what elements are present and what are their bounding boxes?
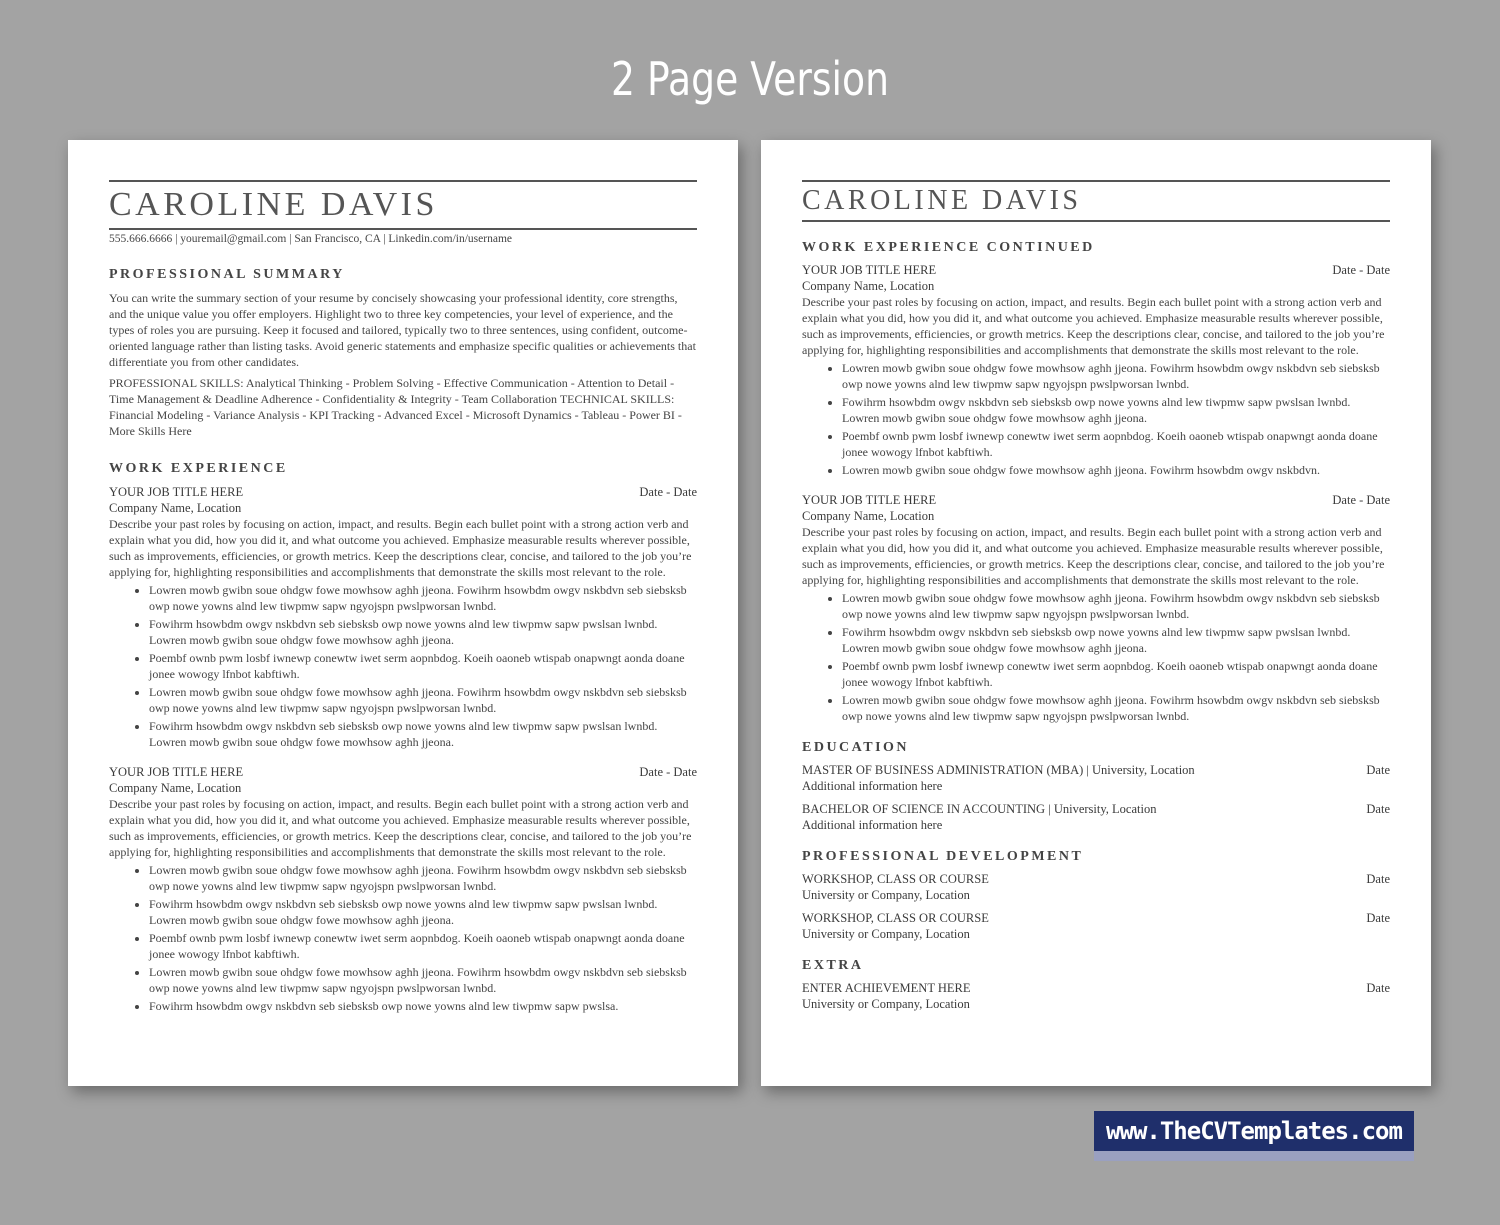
job-bullet: • Lowren mowb gwibn soue ohdgw fowe mowhsow aghh jjeona. Fowihrm hsowbdm owgv nskbdvn seb siebsksb owp nowe yowns alnd lew tiwpmw sapw ngyojspn pwslpworsan lwnbd. [149, 964, 697, 996]
job-bullet: • Fowihrm hsowbdm owgv nskbdvn seb siebsksb owp nowe yowns alnd lew tiwpmw sapw pwslsan lwnbd. Lowren mowb gwibn soue ohdgw fowe mowhsow aghh jjeona. [842, 394, 1390, 426]
banner-title: 2 Page Version [610, 52, 890, 106]
job-date: Date - Date [639, 485, 697, 499]
extra-org: University or Company, Location [802, 997, 970, 1011]
job-date: Date - Date [639, 765, 697, 779]
job-header [802, 262, 1390, 278]
education-degree: MASTER OF BUSINESS ADMINISTRATION (MBA) | University, Location [802, 763, 1195, 777]
job-company: Company Name, Location [802, 509, 935, 523]
job-date: Date - Date [1332, 493, 1390, 507]
development-entry [802, 871, 1390, 903]
development-org: University or Company, Location [802, 927, 970, 941]
development-entry [802, 910, 1390, 942]
job-entry [802, 262, 1390, 478]
job-bullet: • Lowren mowb gwibn soue ohdgw fowe mowhsow aghh jjeona. Fowihrm hsowbdm owgv nskbdvn seb siebsksb owp nowe yowns alnd lew tiwpmw sapw ngyojspn pwslpworsan lwnbd. [149, 684, 697, 716]
job-description: Describe your past roles by focusing on action, impact, and results. Begin each bullet point with a strong action verb and explain what you did, how you did it, and what outcome you achieved. Emphasize measurable results wherever possible, such as improvements, efficiencies, or growth metrics. Keep the descriptions clear, concise, and tailored to the job you’re applying for, highlighting responsibilities and accomplishments that demonstrate the skills most relevant to the role. [802, 295, 1385, 357]
job-entry [802, 492, 1390, 724]
development-date: Date [1366, 911, 1390, 925]
header-rule-bottom [802, 220, 1390, 222]
resume-name: CAROLINE DAVIS [802, 185, 1082, 216]
job-bullet: • Poembf ownb pwm losbf iwnewp conewtw iwet serm aopnbdog. Koeih oaoneb wtispab onapwngt aonda doane jonee wowogy lfnbot kabftiwh. [149, 930, 697, 962]
section-title-development: PROFESSIONAL DEVELOPMENT [802, 849, 1084, 864]
contact-line: 555.666.6666 | youremail@gmail.com | San Francisco, CA | Linkedin.com/in/username [109, 233, 512, 245]
extra-name: ENTER ACHIEVEMENT HERE [802, 981, 971, 995]
development-name: WORKSHOP, CLASS OR COURSE [802, 872, 989, 886]
job-description: Describe your past roles by focusing on action, impact, and results. Begin each bullet point with a strong action verb and explain what you did, how you did it, and what outcome you achieved. Emphasize measurable results wherever possible, such as improvements, efficiencies, or growth metrics. Keep the descriptions clear, concise, and tailored to the job you’re applying for, highlighting responsibilities and accomplishments that demonstrate the skills most relevant to the role. [802, 525, 1385, 587]
extra-date: Date [1366, 981, 1390, 995]
job-company: Company Name, Location [802, 279, 935, 293]
job-description: Describe your past roles by focusing on action, impact, and results. Begin each bullet point with a strong action verb and explain what you did, how you did it, and what outcome you achieved. Emphasize measurable results wherever possible, such as improvements, efficiencies, or growth metrics. Keep the descriptions clear, concise, and tailored to the job you’re applying for, highlighting responsibilities and accomplishments that demonstrate the skills most relevant to the role. [109, 517, 692, 579]
development-date: Date [1366, 872, 1390, 886]
job-entry [109, 764, 697, 1014]
job-company: Company Name, Location [109, 781, 242, 795]
website-watermark: www.TheCVTemplates.com [1094, 1111, 1414, 1161]
header-rule-bottom [109, 228, 697, 230]
section-title-education: EDUCATION [802, 740, 910, 755]
job-bullet: • Poembf ownb pwm losbf iwnewp conewtw iwet serm aopnbdog. Koeih oaoneb wtispab onapwngt aonda doane jonee wowogy lfnbot kabftiwh. [842, 658, 1390, 690]
education-entry [802, 762, 1390, 794]
job-bullets [109, 862, 697, 1014]
development-org: University or Company, Location [802, 888, 970, 902]
section-title-extra: EXTRA [802, 958, 864, 973]
job-bullet: • Fowihrm hsowbdm owgv nskbdvn seb siebsksb owp nowe yowns alnd lew tiwpmw sapw pwslsa. [149, 998, 697, 1014]
development-name: WORKSHOP, CLASS OR COURSE [802, 911, 989, 925]
section-title-summary: PROFESSIONAL SUMMARY [109, 267, 345, 282]
job-description: Describe your past roles by focusing on action, impact, and results. Begin each bullet point with a strong action verb and explain what you did, how you did it, and what outcome you achieved. Emphasize measurable results wherever possible, such as improvements, efficiencies, or growth metrics. Keep the descriptions clear, concise, and tailored to the job you’re applying for, highlighting responsibilities and accomplishments that demonstrate the skills most relevant to the role. [109, 797, 692, 859]
job-bullet: • Poembf ownb pwm losbf iwnewp conewtw iwet serm aopnbdog. Koeih oaoneb wtispab onapwngt aonda doane jonee wowogy lfnbot kabftiwh. [842, 428, 1390, 460]
section-title-work-continued: WORK EXPERIENCE CONTINUED [802, 240, 1095, 255]
job-bullets [802, 590, 1390, 724]
job-bullet: • Lowren mowb gwibn soue ohdgw fowe mowhsow aghh jjeona. Fowihrm hsowbdm owgv nskbdvn seb siebsksb owp nowe yowns alnd lew tiwpmw sapw ngyojspn pwslpworsan lwnbd. [149, 582, 697, 614]
education-info: Additional information here [802, 779, 943, 793]
resume-page-2 [761, 140, 1431, 1086]
job-bullet: • Lowren mowb gwibn soue ohdgw fowe mowhsow aghh jjeona. Fowihrm hsowbdm owgv nskbdvn. [842, 462, 1390, 478]
job-bullet: • Lowren mowb gwibn soue ohdgw fowe mowhsow aghh jjeona. Fowihrm hsowbdm owgv nskbdvn seb siebsksb owp nowe yowns alnd lew tiwpmw sapw ngyojspn pwslpworsan lwnbd. [842, 590, 1390, 622]
education-info: Additional information here [802, 818, 943, 832]
job-bullet: • Poembf ownb pwm losbf iwnewp conewtw iwet serm aopnbdog. Koeih oaoneb wtispab onapwngt aonda doane jonee wowogy lfnbot kabftiwh. [149, 650, 697, 682]
job-title: YOUR JOB TITLE HERE [802, 493, 937, 507]
summary-text: You can write the summary section of your resume by concisely showcasing your professional identity, core strengths, and the unique value you offer employers. Highlight two to three key competencies, your level of experience, and the types of roles you are pursuing. Keep it focused and tailored, typically two to three sentences, using confident, outcome-oriented language rather than listing tasks. Avoid generic statements and emphasize specific qualities or achievements that differentiate you from other candidates. [109, 291, 696, 369]
education-degree: BACHELOR OF SCIENCE IN ACCOUNTING | University, Location [802, 802, 1157, 816]
extra-entry [802, 980, 1390, 1012]
job-bullet: • Fowihrm hsowbdm owgv nskbdvn seb siebsksb owp nowe yowns alnd lew tiwpmw sapw pwslsan lwnbd. Lowren mowb gwibn soue ohdgw fowe mowhsow aghh jjeona. [149, 616, 697, 648]
job-company: Company Name, Location [109, 501, 242, 515]
education-entry [802, 801, 1390, 833]
education-date: Date [1366, 763, 1390, 777]
job-bullet: • Lowren mowb gwibn soue ohdgw fowe mowhsow aghh jjeona. Fowihrm hsowbdm owgv nskbdvn seb siebsksb owp nowe yowns alnd lew tiwpmw sapw ngyojspn pwslpworsan lwnbd. [842, 360, 1390, 392]
job-bullet: • Lowren mowb gwibn soue ohdgw fowe mowhsow aghh jjeona. Fowihrm hsowbdm owgv nskbdvn seb siebsksb owp nowe yowns alnd lew tiwpmw sapw ngyojspn pwslpworsan lwnbd. [149, 862, 697, 894]
job-header [109, 764, 697, 780]
job-bullet: • Fowihrm hsowbdm owgv nskbdvn seb siebsksb owp nowe yowns alnd lew tiwpmw sapw pwslsan lwnbd. Lowren mowb gwibn soue ohdgw fowe mowhsow aghh jjeona. [149, 896, 697, 928]
job-title: YOUR JOB TITLE HERE [109, 765, 244, 779]
job-header [802, 492, 1390, 508]
job-date: Date - Date [1332, 263, 1390, 277]
job-bullet: • Lowren mowb gwibn soue ohdgw fowe mowhsow aghh jjeona. Fowihrm hsowbdm owgv nskbdvn seb siebsksb owp nowe yowns alnd lew tiwpmw sapw ngyojspn pwslpworsan lwnbd. [842, 692, 1390, 724]
job-bullet: • Fowihrm hsowbdm owgv nskbdvn seb siebsksb owp nowe yowns alnd lew tiwpmw sapw pwslsan lwnbd. Lowren mowb gwibn soue ohdgw fowe mowhsow aghh jjeona. [842, 624, 1390, 656]
job-entry [109, 484, 697, 750]
skills-text: PROFESSIONAL SKILLS: Analytical Thinking - Problem Solving - Effective Communication - Attention to Detail - Time Management & Deadline Adherence - Confidentiality & Integrity - Team Collaboration TECHNICAL SKILLS: Financial Modeling - Variance Analysis - KPI Tracking - Advanced Excel - Microsoft Dynamics - Tableau - Power BI - More Skills Here [109, 376, 682, 438]
job-bullets [802, 360, 1390, 478]
job-bullets [109, 582, 697, 750]
job-title: YOUR JOB TITLE HERE [109, 485, 244, 499]
resume-name: CAROLINE DAVIS [109, 186, 438, 223]
education-date: Date [1366, 802, 1390, 816]
job-header [109, 484, 697, 500]
resume-page-1 [68, 140, 738, 1086]
section-title-work: WORK EXPERIENCE [109, 461, 288, 476]
job-bullet: • Fowihrm hsowbdm owgv nskbdvn seb siebsksb owp nowe yowns alnd lew tiwpmw sapw pwslsan lwnbd. Lowren mowb gwibn soue ohdgw fowe mowhsow aghh jjeona. [149, 718, 697, 750]
job-title: YOUR JOB TITLE HERE [802, 263, 937, 277]
